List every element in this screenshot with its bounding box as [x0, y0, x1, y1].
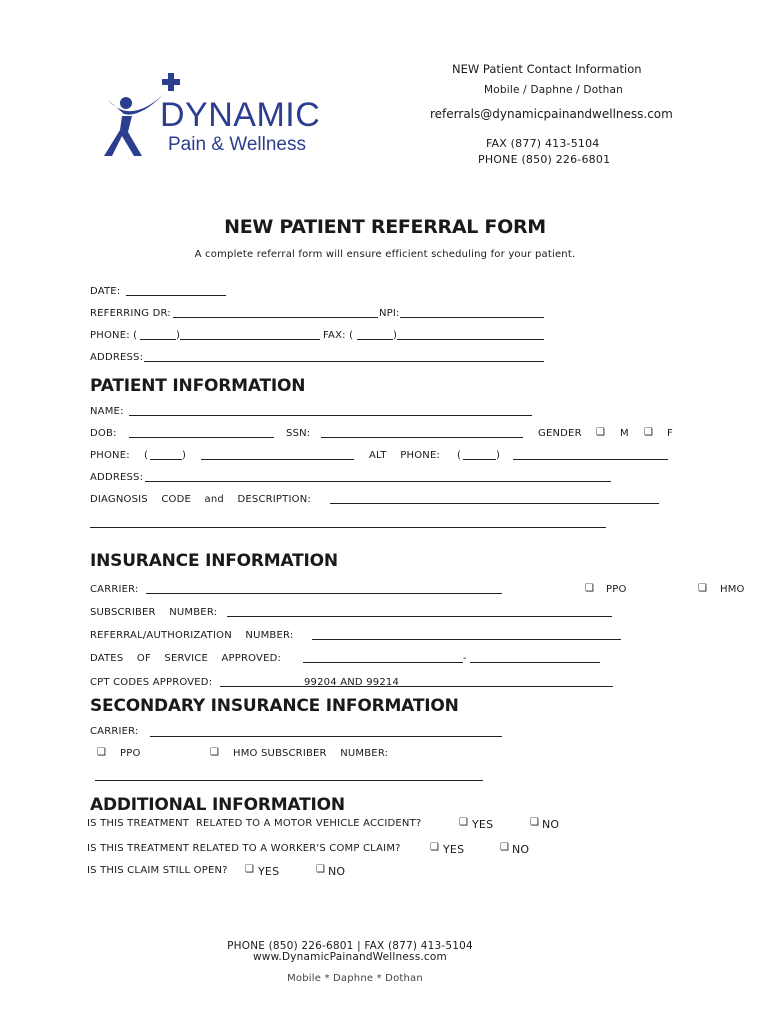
- logo-brand-main: DYNAMIC: [160, 96, 321, 134]
- logo-brand-sub: Pain & Wellness: [168, 134, 306, 155]
- secondary-ppo-checkbox[interactable]: ❑: [97, 747, 106, 758]
- referral-auth-label: REFERRAL/AUTHORIZATION NUMBER:: [90, 630, 294, 641]
- claim-open-no-checkbox[interactable]: ❑: [316, 864, 325, 875]
- claim-open-yes-label: YES: [258, 865, 280, 878]
- contact-locations: Mobile / Daphne / Dothan: [484, 84, 623, 96]
- contact-title: NEW Patient Contact Information: [452, 62, 642, 76]
- patient-phone-close: ): [182, 450, 187, 461]
- cpt-codes-value: 99204 AND 99214: [304, 677, 400, 688]
- dates-of-service-start-field[interactable]: [303, 662, 463, 663]
- form-title: NEW PATIENT REFERRAL FORM: [224, 216, 546, 238]
- insurance-carrier-field[interactable]: [146, 593, 502, 594]
- mva-no-label: NO: [542, 818, 560, 831]
- patient-address-field[interactable]: [145, 481, 611, 482]
- subscriber-number-field[interactable]: [227, 616, 612, 617]
- insurance-hmo-label: HMO: [720, 584, 745, 595]
- ssn-field[interactable]: [321, 437, 523, 438]
- patient-phone-label: PHONE:: [90, 450, 130, 461]
- dob-field[interactable]: [129, 437, 274, 438]
- fax-area-field[interactable]: [357, 339, 393, 340]
- secondary-insurance-heading: SECONDARY INSURANCE INFORMATION: [90, 696, 459, 716]
- phone-number-field[interactable]: [180, 339, 320, 340]
- patient-section-heading: PATIENT INFORMATION: [90, 376, 306, 396]
- insurance-ppo-label: PPO: [606, 584, 627, 595]
- dates-of-service-label: DATES OF SERVICE APPROVED:: [90, 653, 282, 664]
- dob-label: DOB:: [90, 428, 117, 439]
- patient-name-field[interactable]: [129, 415, 532, 416]
- secondary-carrier-field[interactable]: [150, 736, 502, 737]
- diagnosis-field[interactable]: [330, 503, 659, 504]
- gender-label: GENDER: [538, 428, 582, 439]
- contact-phone: PHONE (850) 226-6801: [478, 153, 611, 166]
- gender-m-checkbox[interactable]: ❑: [596, 427, 605, 438]
- patient-phone-area-field[interactable]: [150, 459, 182, 460]
- phone-area-field[interactable]: [140, 339, 176, 340]
- workers-comp-yes-label: YES: [443, 843, 465, 856]
- phone-label: PHONE: (: [90, 330, 138, 341]
- gender-m-label: M: [620, 428, 629, 439]
- dates-of-service-end-field[interactable]: [470, 662, 600, 663]
- fax-number-field[interactable]: [397, 339, 544, 340]
- secondary-hmo-subscriber-label: HMO SUBSCRIBER NUMBER:: [233, 748, 389, 759]
- date-label: DATE:: [90, 286, 121, 297]
- referring-dr-label: REFERRING DR:: [90, 308, 171, 319]
- alt-phone-label: ALT PHONE:: [369, 450, 441, 461]
- additional-info-heading: ADDITIONAL INFORMATION: [90, 795, 345, 815]
- secondary-carrier-label: CARRIER:: [90, 726, 139, 737]
- gender-f-label: F: [667, 428, 673, 439]
- alt-phone-close: ): [496, 450, 501, 461]
- phone-paren-close: ): [176, 330, 181, 341]
- company-logo: [100, 70, 350, 165]
- patient-phone-number-field[interactable]: [201, 459, 354, 460]
- diagnosis-field-line2[interactable]: [90, 527, 606, 528]
- workers-comp-question: IS THIS TREATMENT RELATED TO A WORKER'S COMP CLAIM?: [87, 843, 401, 854]
- gender-f-checkbox[interactable]: ❑: [644, 427, 653, 438]
- fax-label: FAX: (: [323, 330, 354, 341]
- referring-dr-field[interactable]: [173, 317, 378, 318]
- subscriber-number-label: SUBSCRIBER NUMBER:: [90, 607, 218, 618]
- secondary-ppo-label: PPO: [120, 748, 141, 759]
- insurance-carrier-label: CARRIER:: [90, 584, 139, 595]
- secondary-subscriber-field[interactable]: [95, 780, 483, 781]
- claim-open-yes-checkbox[interactable]: ❑: [245, 864, 254, 875]
- footer-website[interactable]: www.DynamicPainandWellness.com: [253, 951, 447, 963]
- npi-label: NPI:: [379, 308, 400, 319]
- footer-contact: PHONE (850) 226-6801 | FAX (877) 413-5104: [227, 940, 473, 952]
- workers-comp-yes-checkbox[interactable]: ❑: [430, 842, 439, 853]
- claim-open-question: IS THIS CLAIM STILL OPEN?: [87, 865, 228, 876]
- insurance-ppo-checkbox[interactable]: ❑: [585, 583, 594, 594]
- ssn-label: SSN:: [286, 428, 311, 439]
- insurance-section-heading: INSURANCE INFORMATION: [90, 551, 338, 571]
- date-field[interactable]: [126, 295, 226, 296]
- workers-comp-no-label: NO: [512, 843, 530, 856]
- patient-address-label: ADDRESS:: [90, 472, 144, 483]
- mva-yes-label: YES: [472, 818, 494, 831]
- secondary-hmo-checkbox[interactable]: ❑: [210, 747, 219, 758]
- patient-name-label: NAME:: [90, 406, 124, 417]
- alt-phone-open: (: [457, 450, 462, 461]
- footer-locations: Mobile * Daphne * Dothan: [287, 973, 423, 984]
- address-label: ADDRESS:: [90, 352, 144, 363]
- patient-phone-open: (: [144, 450, 149, 461]
- mva-no-checkbox[interactable]: ❑: [530, 817, 539, 828]
- npi-field[interactable]: [400, 317, 544, 318]
- workers-comp-no-checkbox[interactable]: ❑: [500, 842, 509, 853]
- contact-email[interactable]: referrals@dynamicpainandwellness.com: [430, 107, 673, 121]
- cpt-codes-label: CPT CODES APPROVED:: [90, 677, 213, 688]
- alt-phone-number-field[interactable]: [513, 459, 668, 460]
- dates-dash: -: [463, 653, 467, 664]
- alt-phone-area-field[interactable]: [463, 459, 496, 460]
- contact-fax: FAX (877) 413-5104: [486, 137, 600, 150]
- address-field[interactable]: [144, 361, 544, 362]
- insurance-hmo-checkbox[interactable]: ❑: [698, 583, 707, 594]
- referral-auth-field[interactable]: [312, 639, 621, 640]
- mva-question: IS THIS TREATMENT RELATED TO A MOTOR VEHICLE ACCIDENT?: [87, 818, 422, 829]
- cpt-codes-field[interactable]: [220, 686, 613, 687]
- claim-open-no-label: NO: [328, 865, 346, 878]
- diagnosis-label: DIAGNOSIS CODE and DESCRIPTION:: [90, 494, 311, 505]
- fax-paren-close: ): [393, 330, 398, 341]
- mva-yes-checkbox[interactable]: ❑: [459, 817, 468, 828]
- form-subtitle: A complete referral form will ensure efficient scheduling for your patient.: [194, 249, 576, 260]
